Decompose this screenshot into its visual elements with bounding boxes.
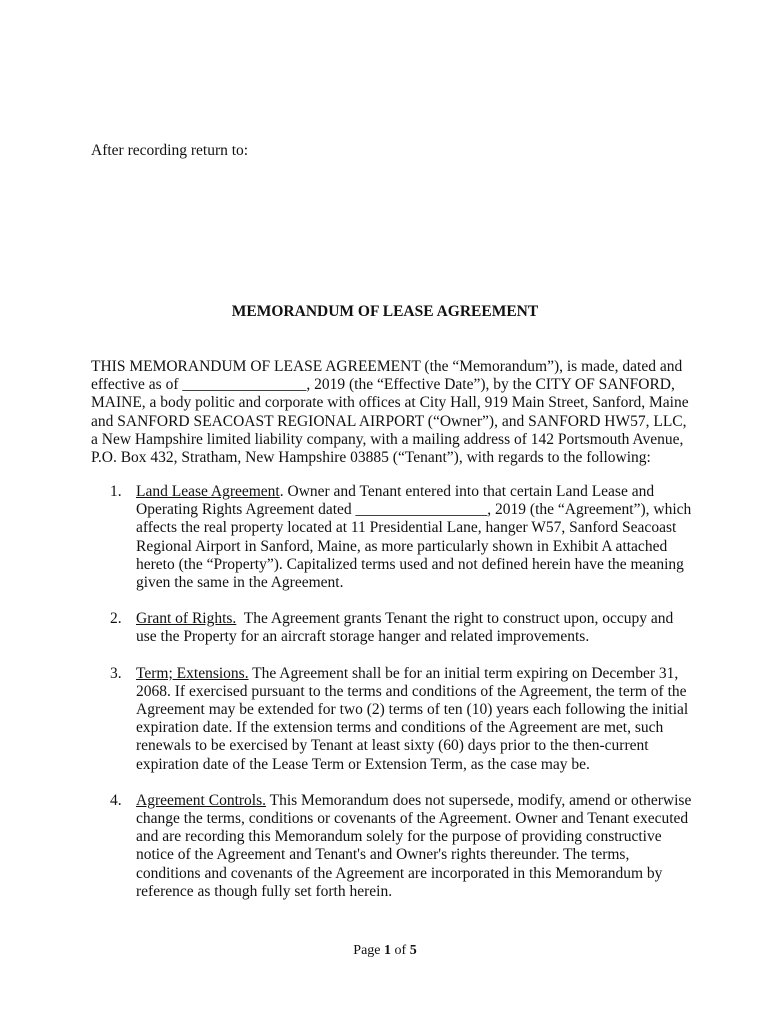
of-word: of [394, 943, 407, 958]
item-line: Agreement may be extended for two (2) terms of ten (10) years each following the initial [136, 701, 689, 719]
item-line: reference as though fully set forth herein. [136, 882, 393, 900]
intro-line: and SANFORD SEACOAST REGIONAL AIRPORT (“Owner”), and SANFORD HW57, LLC, [91, 412, 687, 430]
page-footer [0, 943, 770, 959]
intro-line: effective as of ________________, 2019 (the “Effective Date”), by the CITY OF SANFORD, [91, 376, 675, 394]
item-heading: Grant of Rights. [136, 610, 237, 628]
item-first-line [136, 610, 691, 628]
intro-line: MAINE, a body politic and corporate with offices at City Hall, 919 Main Street, Sanford, Maine [91, 394, 689, 412]
item-heading: Land Lease Agreement [136, 483, 280, 500]
item-first-line [136, 483, 691, 501]
page-word: Page [353, 943, 381, 958]
item-text: The Agreement grants Tenant the right to construct upon, occupy and [236, 610, 674, 628]
item-text: The Agreement shall be for an initial term expiring on December 31, [248, 664, 679, 682]
item-line: change the terms, conditions or covenants of the Agreement. Owner and Tenant executed [136, 810, 689, 828]
item-text: This Memorandum does not supersede, modify, amend or otherwise [266, 791, 692, 809]
item-line: conditions and covenants of the Agreement are incorporated in this Memorandum by [136, 864, 663, 882]
intro-paragraph [91, 358, 689, 467]
list-item [110, 610, 691, 646]
item-line: expiration date. If the extension terms and conditions of the Agreement are met, such [136, 719, 664, 737]
list-item [110, 483, 691, 592]
numbered-list [110, 483, 691, 919]
item-line: 2068. If exercised pursuant to the terms and conditions of the Agreement, the term of the [136, 682, 687, 700]
intro-line: P.O. Box 432, Stratham, New Hampshire 03885 (“Tenant”), with regards to the following: [91, 449, 651, 467]
intro-line: a New Hampshire limited liability company, with a mailing address of 142 Portsmouth Avenue, [91, 430, 684, 448]
item-first-line [136, 665, 691, 683]
document-title: MEMORANDUM OF LEASE AGREEMENT [231, 303, 539, 320]
item-line: expiration date of the Lease Term or Extension Term, as the case may be. [136, 755, 590, 773]
item-heading: Term; Extensions. [136, 664, 249, 682]
total-pages-number: 5 [409, 943, 417, 958]
list-item [110, 792, 691, 901]
item-line: affects the real property located at 11 Presidential Lane, hanger W57, Sanford Seacoast [136, 519, 677, 537]
current-page-number: 1 [384, 943, 392, 958]
item-first-line [136, 792, 691, 810]
return-to-label: After recording return to: [91, 142, 249, 159]
item-line: given the same in the Agreement. [136, 574, 344, 592]
item-line: renewals to be exercised by Tenant at least sixty (60) days prior to the then-current [136, 737, 649, 755]
item-line: and are recording this Memorandum solely for the purpose of providing constructive [136, 828, 662, 846]
item-line: Operating Rights Agreement dated _________________, 2019 (the “Agreement”), which [136, 501, 692, 519]
item-line: notice of the Agreement and Tenant's and Owner's rights thereunder. The terms, [136, 846, 630, 864]
item-line: Regional Airport in Sanford, Maine, as more particularly shown in Exhibit A attached [136, 537, 668, 555]
item-number: 1. [110, 483, 122, 500]
item-number: 2. [110, 610, 122, 628]
item-heading: Agreement Controls. [136, 791, 267, 809]
item-number: 3. [110, 664, 122, 682]
item-text: . Owner and Tenant entered into that certain Land Lease and [279, 483, 655, 500]
item-line: hereto (the “Property”). Capitalized terms used and not defined herein have the meaning [136, 555, 684, 573]
item-number: 4. [110, 791, 122, 809]
item-line: use the Property for an aircraft storage hanger and related improvements. [136, 628, 590, 646]
list-item [110, 665, 691, 774]
intro-line: THIS MEMORANDUM OF LEASE AGREEMENT (the “Memorandum”), is made, dated and [91, 358, 683, 375]
